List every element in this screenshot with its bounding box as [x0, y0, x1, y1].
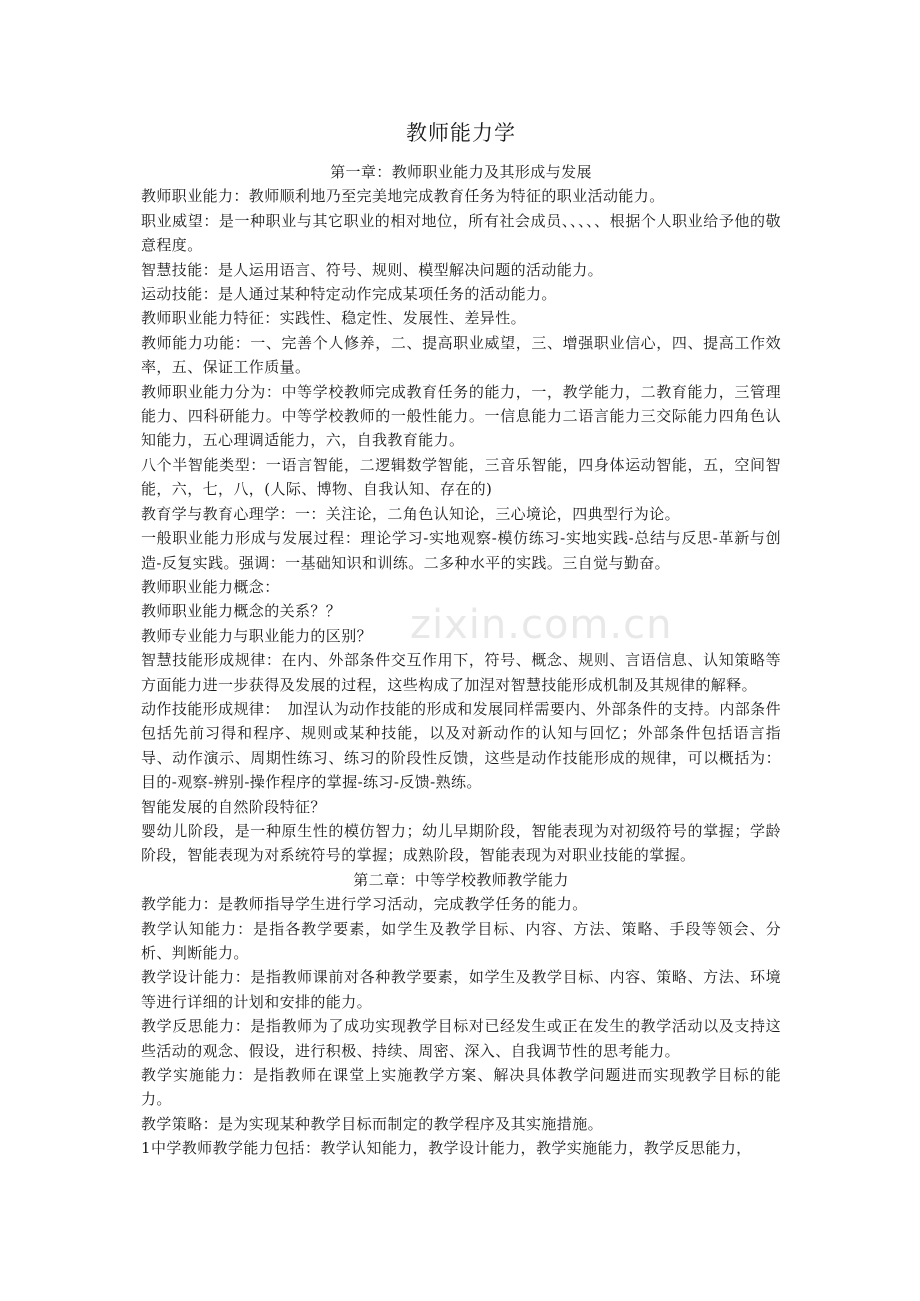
paragraph: 职业威望：是一种职业与其它职业的相对地位，所有社会成员、、、、、根据个人职业给予他的敬意程度。	[141, 211, 781, 255]
paragraph: 教师职业能力特征：实践性、稳定性、发展性、差异性。	[141, 309, 527, 328]
paragraph: 教师职业能力分为：中等学校教师完成教育任务的能力，一，教学能力，二教育能力，三管理能力、四科研能力。中等学校教师的一般性能力。一信息能力二语言能力三交际能力四角色认知能力，五心理调适能力，六，自我教育能力。	[141, 382, 781, 450]
paragraph: 教学实施能力：是指教师在课堂上实施教学方案、解决具体教学问题进而实现教学目标的能力。	[141, 1066, 781, 1109]
paragraph: 智慧技能：是人运用语言、符号、规则、模型解决问题的活动能力。	[141, 260, 604, 279]
document-title: 教师能力学	[406, 121, 516, 145]
paragraph: 教师职业能力：教师顺利地乃至完美地完成教育任务为特征的职业活动能力。	[141, 187, 665, 206]
watermark: zixin.com.cn	[410, 602, 673, 648]
paragraph: 教学反思能力：是指教师为了成功实现教学目标对已经发生或正在发生的教学活动以及支持这些活动的观念、假设，进行积极、持续、周密、深入、自我调节性的思考能力。	[141, 1017, 781, 1060]
paragraph: 1中学教师教学能力包括：教学认知能力，教学设计能力，教学实施能力，教学反思能力，	[141, 1139, 752, 1158]
paragraph: 教学认知能力：是指各教学要素，如学生及教学目标、内容、方法、策略、手段等领会、分析、判断能力。	[141, 919, 781, 962]
chapter-2-section	[141, 892, 781, 1160]
document-body	[141, 118, 781, 1161]
chapter-1-heading: 第一章：教师职业能力及其形成与发展	[330, 163, 592, 181]
paragraph: 运动技能：是人通过某种特定动作完成某项任务的活动能力。	[141, 285, 557, 304]
paragraph: 教师能力功能：一、完善个人修养，二、提高职业威望，三、增强职业信心，四、提高工作效率，五、保证工作质量。	[141, 333, 781, 377]
chapter-2-heading: 第二章：中等学校教师教学能力	[353, 870, 569, 889]
paragraph: 一般职业能力形成与发展过程：理论学习-实地观察-模仿练习-实地实践-总结与反思-革新与创造-反复实践。强调：一基础知识和训练。二多种水平的实践。三自觉与勤奋。	[141, 529, 781, 572]
paragraph: 智能发展的自然阶段特征？	[141, 797, 326, 816]
paragraph: 智慧技能形成规律：在内、外部条件交互作用下，符号、概念、规则、言语信息、认知策略等方面能力进一步获得及发展的过程，这些构成了加涅对智慧技能形成机制及其规律的解释。	[141, 651, 781, 694]
paragraph: 教师职业能力概念：	[141, 577, 280, 596]
paragraph: 教师职业能力概念的关系？？	[141, 602, 342, 621]
paragraph: 教学设计能力：是指教师课前对各种教学要素，如学生及教学目标、内容、策略、方法、环境等进行详细的计划和安排的能力。	[141, 968, 781, 1011]
paragraph: 婴幼儿阶段，是一种原生性的模仿智力；幼儿早期阶段，智能表现为对初级符号的掌握；学龄阶段，智能表现为对系统符号的掌握；成熟阶段，智能表现为对职业技能的掌握。	[141, 821, 781, 865]
paragraph: 教育学与教育心理学：一：关注论，二角色认知论，三心境论，四典型行为论。	[141, 504, 681, 523]
paragraph: 八个半智能类型：一语言智能，二逻辑数学智能，三音乐智能，四身体运动智能，五，空间智能，六，七，八，(人际、博物、自我认知、存在的)	[141, 455, 781, 499]
paragraph: 教师专业能力与职业能力的区别？	[141, 626, 373, 645]
paragraph: 动作技能形成规律： 加涅认为动作技能的形成和发展同样需要内、外部条件的支持。内部条件包括先前习得和程序、规则或某种技能，以及对新动作的认知与回忆；外部条件包括语言指导、动作演示、周期性练习、练习的阶段性反馈，这些是动作技能形成的规律，可以概括为：目的-观察-辨别-操作程序的掌握-练习-反馈-熟练。	[141, 699, 781, 792]
chapter-1-section	[141, 184, 781, 867]
paragraph: 教学能力：是教师指导学生进行学习活动，完成教学任务的能力。	[141, 895, 588, 914]
paragraph: 教学策略：是为实现某种教学目标而制定的教学程序及其实施措施。	[141, 1114, 604, 1133]
